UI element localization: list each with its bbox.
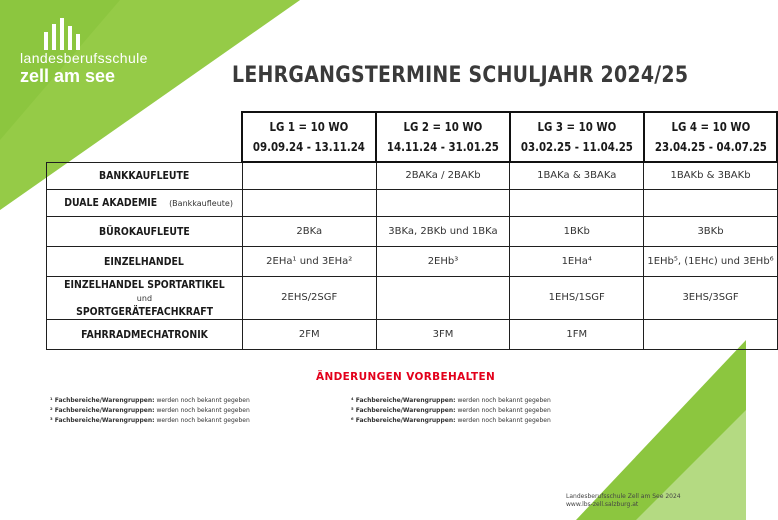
- footnote-label: Fachbereiche/Warengruppen:: [54, 397, 155, 404]
- footnote-text: werden noch bekannt gegeben: [156, 397, 250, 404]
- table-cell: 3EHS/3SGF: [644, 276, 778, 319]
- table-cell: 2FM: [242, 319, 376, 349]
- header-row: [47, 112, 778, 162]
- footnote-label: Fachbereiche/Warengruppen:: [54, 417, 155, 424]
- column-label: LG 3 = 10 WO: [537, 120, 617, 134]
- footnote-text: werden noch bekannt gegeben: [457, 407, 551, 414]
- column-dates: 23.04.25 - 04.07.25: [654, 140, 767, 154]
- table-cell: 2EHb³: [376, 246, 510, 276]
- table-cell: 3FM: [376, 319, 510, 349]
- footer-website[interactable]: www.lbs-zell.salzburg.at: [566, 501, 639, 508]
- page-title: LEHRGANGSTERMINE SCHULJAHR 2024/25: [232, 63, 689, 88]
- table-cell: 1BKb: [510, 216, 644, 246]
- footnote: [50, 396, 250, 406]
- footnote: [50, 416, 250, 426]
- table-cell: 1BAKb & 3BAKb: [644, 162, 778, 189]
- row-name: DUALE AKADEMIE: [64, 195, 158, 209]
- row-header: [47, 276, 243, 319]
- table-cell: 2EHS/2SGF: [242, 276, 376, 319]
- table-cell: [242, 162, 376, 189]
- table-cell: [376, 276, 510, 319]
- table-cell: [376, 189, 510, 216]
- row-subtitle: (Bankkaufleute): [169, 198, 233, 208]
- column-header-lg3: [510, 112, 644, 162]
- footnote-label: Fachbereiche/Warengruppen:: [54, 407, 155, 414]
- footnote-mark: ³: [50, 417, 53, 424]
- table-cell: [242, 189, 376, 216]
- table-cell: 1EHS/1SGF: [510, 276, 644, 319]
- table-row-duale-akademie: [47, 189, 778, 216]
- table-row-buerokaufleute: [47, 216, 778, 246]
- logo-text-line1: landesberufsschule: [20, 50, 148, 66]
- table-cell: 2BKa: [242, 216, 376, 246]
- row-header: [47, 162, 243, 189]
- row-name: BÜROKAUFLEUTE: [99, 224, 190, 238]
- footnote-label: Fachbereiche/Warengruppen:: [355, 397, 456, 404]
- table-cell: 1EHb⁵, (1EHc) und 3EHb⁶: [644, 246, 778, 276]
- table-cell: 1BAKa & 3BAKa: [510, 162, 644, 189]
- notice-text: ÄNDERUNGEN VORBEHALTEN: [316, 370, 496, 383]
- footnote-label: Fachbereiche/Warengruppen:: [355, 407, 456, 414]
- column-header-lg4: [644, 112, 778, 162]
- table-cell: 2EHa¹ und 3EHa²: [242, 246, 376, 276]
- table-row-einzelhandel-sportartikel: [47, 276, 778, 319]
- table-cell: [644, 319, 778, 349]
- column-header-lg1: [242, 112, 376, 162]
- column-header-lg2: [376, 112, 510, 162]
- school-logo: [20, 14, 210, 94]
- footnote: [351, 416, 551, 426]
- footnote-text: werden noch bekannt gegeben: [156, 407, 250, 414]
- table-cell: [644, 189, 778, 216]
- row-name: BANKKAUFLEUTE: [99, 169, 190, 182]
- schedule-table: [46, 111, 778, 350]
- header-corner-cell: [47, 112, 243, 162]
- footnote-label: Fachbereiche/Warengruppen:: [355, 417, 456, 424]
- footnote-mark: ⁶: [351, 417, 354, 424]
- footnote-mark: ¹: [50, 397, 53, 404]
- logo-bars-icon: [42, 18, 82, 50]
- row-header: [47, 319, 243, 349]
- footnote-text: werden noch bekannt gegeben: [457, 397, 551, 404]
- footnote-text: werden noch bekannt gegeben: [156, 417, 250, 424]
- footnotes-left: [50, 396, 250, 426]
- row-header: [47, 246, 243, 276]
- column-label: LG 4 = 10 WO: [671, 120, 750, 134]
- footnote-mark: ²: [50, 407, 53, 414]
- row-name-line2: SPORTGERÄTEFACHKRAFT: [75, 304, 213, 318]
- footnote: [351, 406, 551, 416]
- row-name: FAHRRADMECHATRONIK: [81, 327, 208, 341]
- table-row-einzelhandel: [47, 246, 778, 276]
- row-name: EINZELHANDEL SPORTARTIKEL: [64, 277, 225, 291]
- table-cell: [510, 189, 644, 216]
- table-row-bankkaufleute: [47, 162, 778, 189]
- table-cell: 1FM: [510, 319, 644, 349]
- column-dates: 14.11.24 - 31.01.25: [386, 140, 499, 154]
- footnote-mark: ⁴: [351, 397, 354, 404]
- footer-school-name: Landesberufsschule Zell am See 2024: [566, 493, 681, 500]
- footnotes-right: [351, 396, 551, 426]
- table-row-fahrradmechatronik: [47, 319, 778, 349]
- column-dates: 09.09.24 - 13.11.24: [253, 140, 366, 154]
- table-cell: 3BKb: [644, 216, 778, 246]
- table-cell: 2BAKa / 2BAKb: [376, 162, 510, 189]
- row-header: [47, 216, 243, 246]
- footnote-mark: ⁵: [351, 407, 354, 414]
- row-name: EINZELHANDEL: [104, 254, 185, 268]
- column-label: LG 2 = 10 WO: [403, 120, 483, 134]
- table-cell: 1EHa⁴: [510, 246, 644, 276]
- row-header: [47, 189, 243, 216]
- column-label: LG 1 = 10 WO: [269, 120, 349, 134]
- footnote: [351, 396, 551, 406]
- footnote: [50, 406, 250, 416]
- footnote-text: werden noch bekannt gegeben: [457, 417, 551, 424]
- column-dates: 03.02.25 - 11.04.25: [520, 140, 633, 154]
- logo-text-line2: zell am see: [20, 66, 116, 86]
- row-subtitle: und: [136, 293, 153, 303]
- table-cell: 3BKa, 2BKb und 1BKa: [376, 216, 510, 246]
- footer: [566, 493, 681, 509]
